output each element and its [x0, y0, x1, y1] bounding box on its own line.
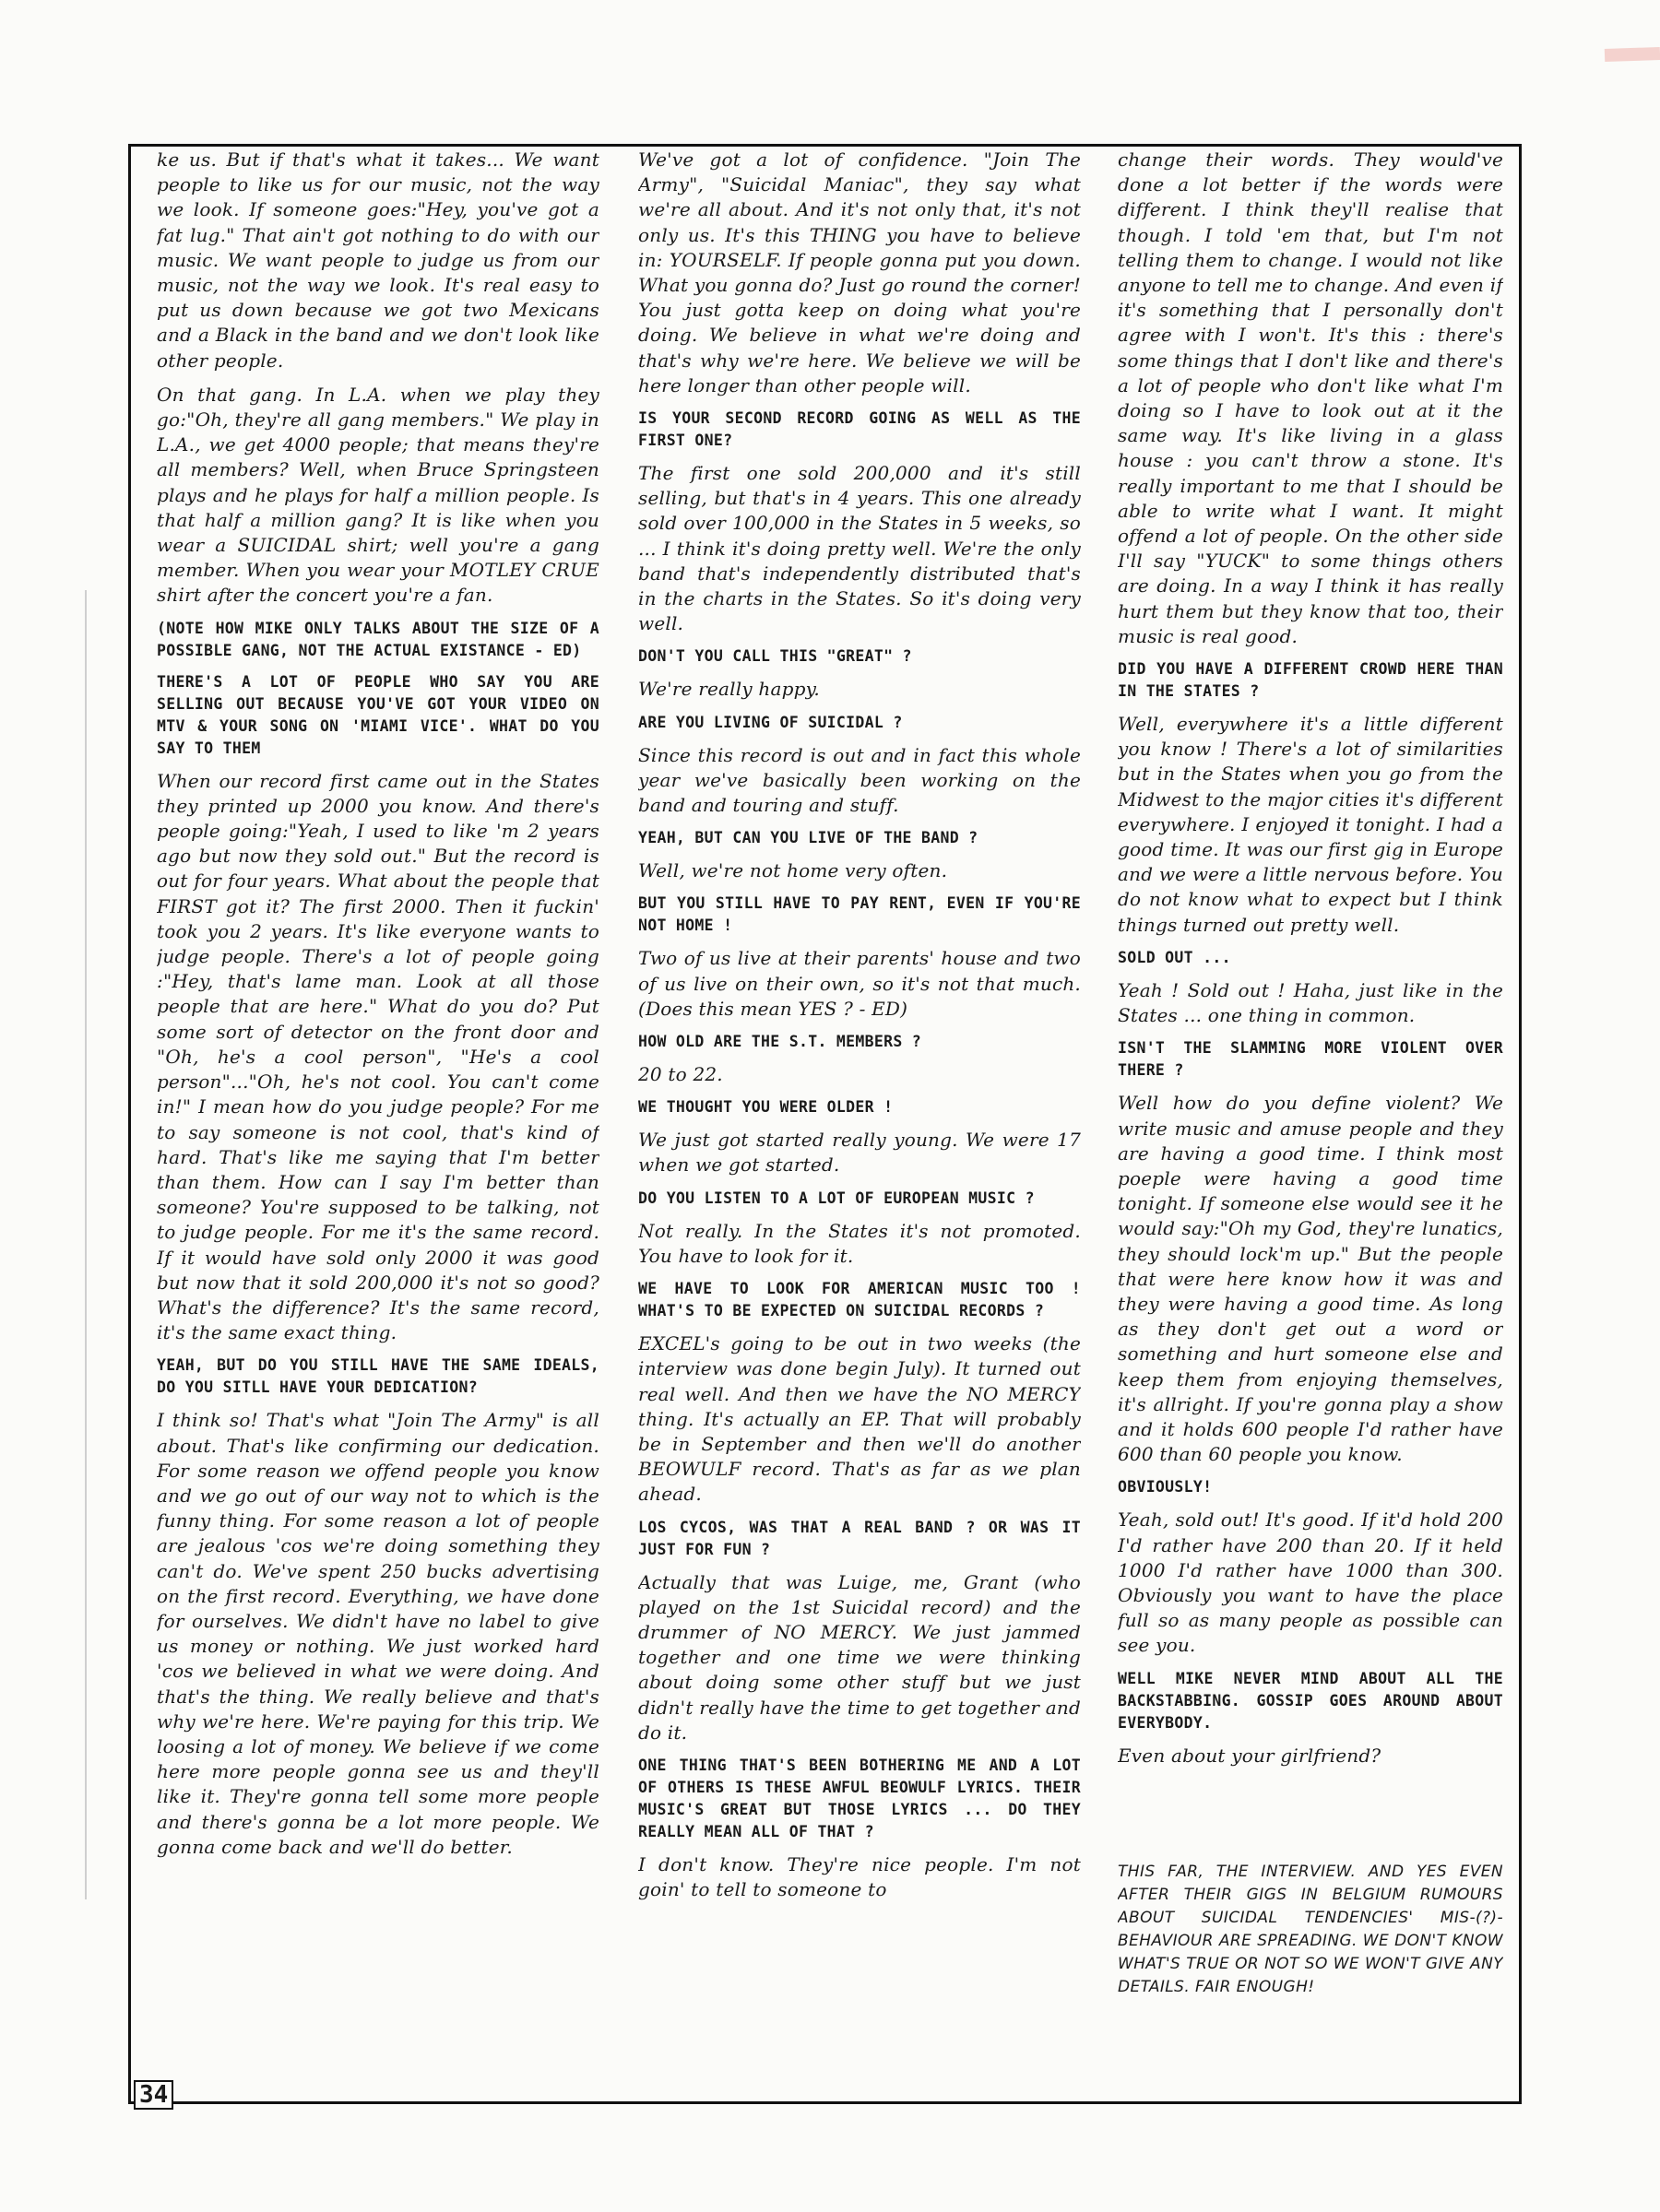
question-text: OBVIOUSLY!	[1118, 1478, 1213, 1496]
question-text: THERE'S A LOT OF PEOPLE WHO SAY YOU ARE SELLING OUT BECAUSE YOU'VE GOT YOUR VIDEO ON MTV & YOUR SONG ON 'MIAMI VICE'. WHAT DO YOU SAY TO THEM	[157, 672, 599, 757]
question-text: SOLD OUT ...	[1118, 948, 1231, 966]
answer-text: Well, everywhere it's a little different you know ! There's a lot of similarities but in the States when you go from the Midwest to the major cities it's different everywhere. I enjoyed it tonight. I had a good time. It was our first gig in Europe and we were a little nervous before. You do not know what to expect but I think things turned out pretty well.	[1118, 713, 1503, 936]
question-text: DID YOU HAVE A DIFFERENT CROWD HERE THAN IN THE STATES ?	[1118, 660, 1503, 701]
answer-text: We're really happy.	[638, 678, 820, 701]
question-text: WELL MIKE NEVER MIND ABOUT ALL THE BACKSTABBING. GOSSIP GOES AROUND ABOUT EVERYBODY.	[1118, 1669, 1503, 1732]
question-text: ARE YOU LIVING OF SUICIDAL ?	[638, 713, 903, 731]
question-text: IS YOUR SECOND RECORD GOING AS WELL AS THE FIRST ONE?	[638, 409, 1081, 450]
answer-text: We just got started really young. We were 17 when we got started.	[638, 1129, 1081, 1177]
answer-text: Two of us live at their parents' house and two of us live on their own, so it's not that much. (Does this mean YES ? - ED)	[638, 947, 1081, 1020]
answer-text: The first one sold 200,000 and it's still selling, but that's in 4 years. This one already sold over 100,000 in the States in 5 weeks, so ... I think it's doing pretty well. We're the only band that's independently distributed that's in the charts in the States. So it's doing very well.	[638, 462, 1081, 635]
answer-text: I don't know. They're nice people. I'm not goin' to tell to someone to	[638, 1852, 1081, 1901]
question-text: BUT YOU STILL HAVE TO PAY RENT, EVEN IF YOU'RE NOT HOME !	[638, 894, 1081, 935]
question-text: LOS CYCOS, WAS THAT A REAL BAND ? OR WAS IT JUST FOR FUN ?	[638, 1518, 1081, 1558]
page-number: 34	[134, 2080, 173, 2110]
answer-text: Yeah ! Sold out ! Haha, just like in the States ... one thing in common.	[1118, 978, 1503, 1027]
answer-text: ke us. But if that's what it takes... We want people to like us for our music, not the way we look. If someone goes:"Hey, you've got a fat lug." That ain't got nothing to do with our music. We want people to judge us from our music, not the way we look. It's real easy to put us down because we got two Mexicans and a Black in the band and we don't look like other people.	[157, 148, 599, 372]
answer-text: We've got a lot of confidence. "Join The Army", "Suicidal Maniac", they say what we're all about. And it's not only that, it's not only us. It's this THING you have to believe in: YOURSELF. If people gonna put you down. What you gonna do? Just go round the corner! You just gotta keep on doing what you're doing. We believe in what we're doing and that's why we're here. We believe we will be here longer than other people will.	[638, 148, 1081, 396]
question-text: ONE THING THAT'S BEEN BOTHERING ME AND A LOT OF OTHERS IS THESE AWFUL BEOWULF LYRICS. THEIR MUSIC'S GREAT BUT THOSE LYRICS ... DO THEY REALLY MEAN ALL OF THAT ?	[638, 1756, 1081, 1840]
answer-text: Yeah, sold out! It's good. If it'd hold 200 I'd rather have 200 than 20. If it held 1000 I'd rather have 1000 than 300. Obviously you want to have the place full so as many people as possible can see you.	[1118, 1508, 1503, 1657]
answer-text: Even about your girlfriend?	[1118, 1744, 1381, 1767]
answer-text: Well how do you define violent? We write music and amuse people and they are having a good time. I think most poeple were having a good time tonight. If someone else would see it he would say:"Oh my God, they're lunatics, they should lock'm up." But the people that were here know how it was and they were having a good time. As long as they don't get out a word or something and hurt someone else and keep them from enjoying themselves, it's allright. If you're gonna play a show and it holds 600 people I'd rather have 600 than 60 people you know.	[1118, 1092, 1503, 1466]
question-text: YEAH, BUT CAN YOU LIVE OF THE BAND ?	[638, 829, 978, 847]
column-1	[157, 148, 599, 2190]
question-text: HOW OLD ARE THE S.T. MEMBERS ?	[638, 1033, 922, 1051]
answer-text: EXCEL's going to be out in two weeks (the interview was done begin July). It turned out real well. And then we have the NO MERCY thing. It's actually an EP. That will probably be in September and then we'll do another BEOWULF record. That's as far as we plan ahead.	[638, 1332, 1081, 1506]
answer-text: When our record first came out in the States they printed up 2000 you know. And there's people going:"Yeah, I used to like 'm 2 years ago but now they sold out." But the record is out for four years. What about the people that FIRST got it? The first 2000. Then it fuckin' took you 2 years. It's like everyone wants to judge people. There's a lot of people going :"Hey, that's lame man. Look at all those people that are here." What do you do? Put some sort of detector on the front door and "Oh, he's a cool person", "He's a cool person"..."Oh, he's not cool. You can't come in!" I mean how do you judge people? For me to say someone is not cool, that's kind of hard. That's like me saying that I'm better than them. How can I say I'm better than someone? You're supposed to be talking, not to judge people. For me it's the same record. If it would have sold only 2000 it was good but now that it sold 200,000 it's not so good? What's the difference? It's the same record, it's the same exact thing.	[157, 769, 599, 1344]
question-text: ISN'T THE SLAMMING MORE VIOLENT OVER THERE ?	[1118, 1039, 1503, 1080]
answer-text: change their words. They would've done a lot better if the words were different. I think they'll realise that though. I told 'em that, but I'm not telling them to change. I would not like anyone to tell me to change. And even if it's something that I personally don't agree with I won't. It's this : there's some things that I don't like and there's a lot of people who don't like what I'm doing so I have to look out at it the same way. It's like living in a glass house : you can't throw a stone. It's really important to me that I should be able to write what I want. It might offend a lot of people. On the other side I'll say "YUCK" to some things others are doing. In a way I think it has really hurt them but they know that too, their music is real good.	[1118, 148, 1503, 647]
answer-text: Well, we're not home very often.	[638, 859, 948, 882]
question-text: WE HAVE TO LOOK FOR AMERICAN MUSIC TOO ! WHAT'S TO BE EXPECTED ON SUICIDAL RECORDS ?	[638, 1280, 1081, 1320]
paper-mark	[1605, 47, 1660, 62]
question-text: DO YOU LISTEN TO A LOT OF EUROPEAN MUSIC ?	[638, 1189, 1035, 1207]
scan-edge-line	[85, 590, 87, 1899]
answer-text: 20 to 22.	[638, 1063, 723, 1086]
answer-text: I think so! That's what "Join The Army" is all about. That's like confirming our dedication. For some reason we offend people you know and we go out of our way not to which is the funny thing. For some reason a lot of people are jealous 'cos we're doing something they can't do. We've spent 250 bucks advertising on the first record. Everything, we have done for ourselves. We didn't have no label to give us money or nothing. We just worked hard 'cos we believed in what we were doing. And that's the thing. We really believe and that's why we're here. We're paying for this trip. We loosing a lot of money. We believe if we come here more people gonna see us and they'll like it. They're gonna tell some more people and there's gonna be a lot more people. We gonna come back and we'll do better.	[157, 1409, 599, 1858]
question-text: YEAH, BUT DO YOU STILL HAVE THE SAME IDEALS, DO YOU SITLL HAVE YOUR DEDICATION?	[157, 1356, 599, 1397]
editor-note: (NOTE HOW MIKE ONLY TALKS ABOUT THE SIZE OF A POSSIBLE GANG, NOT THE ACTUAL EXISTANCE - ED)	[157, 619, 599, 659]
column-2	[638, 148, 1081, 2190]
answer-text: Not really. In the States it's not promoted. You have to look for it.	[638, 1219, 1081, 1267]
question-text: DON'T YOU CALL THIS "GREAT" ?	[638, 647, 912, 666]
column-3	[1118, 148, 1503, 2190]
answer-text: Since this record is out and in fact this whole year we've basically been working on the band and touring and stuff.	[638, 743, 1081, 817]
closing-note: THIS FAR, THE INTERVIEW. AND YES EVEN AFTER THEIR GIGS IN BELGIUM RUMOURS ABOUT SUICIDAL TENDENCIES' MIS-(?)-BEHAVIOUR ARE SPREADING. WE DON'T KNOW WHAT'S TRUE OR NOT SO WE WON'T GIVE ANY DETAILS. FAIR ENOUGH!	[1118, 1862, 1503, 1996]
answer-text: Actually that was Luige, me, Grant (who played on the 1st Suicidal record) and the drummer of NO MERCY. We just jammed together and one time we were thinking about doing some other stuff but we just didn't really have the time to get together and do it.	[638, 1570, 1081, 1744]
question-text: WE THOUGHT YOU WERE OLDER !	[638, 1098, 894, 1117]
answer-text: On that gang. In L.A. when we play they go:"Oh, they're all gang members." We play in L.A., we get 4000 people; that means they're all members? Well, when Bruce Springsteen plays and he plays for half a million people. Is that half a million gang? It is like when you wear a SUICIDAL shirt; well you're a gang member. When you wear your MOTLEY CRUE shirt after the concert you're a fan.	[157, 383, 599, 607]
